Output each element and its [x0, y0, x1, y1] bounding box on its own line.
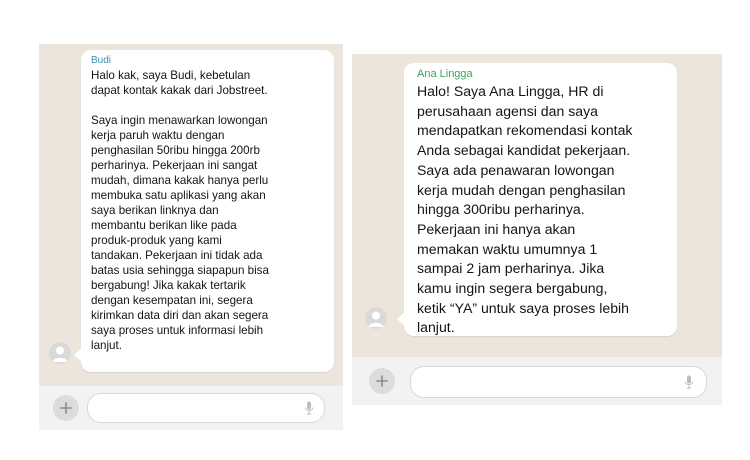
sender-name: Ana Lingga [417, 68, 473, 80]
attach-button[interactable] [369, 368, 395, 394]
message-input[interactable] [87, 393, 325, 423]
avatar-icon[interactable] [49, 342, 71, 364]
message-text: Halo! Saya Ana Lingga, HR di perusahaan agensi dan saya mendapatkan rekomendasi kontak Anda sebagai kandidat pekerjaan. Saya ada penawaran lowongan kerja mudah dengan penghasilan hingga 300ribu perharinya. Pekerjaan ini hanya akan memakan waktu umumnya 1 sampai 2 jam perharinya. Jika kamu ingin segera bergabung, ketik “YA” untuk saya proses lebih lanjut. [417, 83, 633, 336]
message-bubble [81, 50, 334, 372]
message-composer [352, 357, 722, 405]
chat-panel-ana-lingga [352, 54, 722, 405]
microphone-icon[interactable] [304, 401, 314, 415]
microphone-icon[interactable] [684, 375, 694, 389]
message-bubble [404, 63, 677, 336]
sender-name: Budi [91, 55, 112, 66]
plus-icon [376, 375, 388, 387]
message-input[interactable] [410, 366, 707, 398]
message-composer [39, 386, 343, 430]
plus-icon [60, 402, 72, 414]
avatar-icon[interactable] [365, 307, 387, 329]
chat-panel-budi [39, 44, 343, 430]
attach-button[interactable] [53, 395, 79, 421]
message-text: Halo kak, saya Budi, kebetulan dapat kontak kakak dari Jobstreet. Saya ingin menawarkan lowongan kerja paruh waktu dengan penghasilan 50ribu hingga 200rb perharinya. Pekerjaan ini sangat mudah, dimana kakak hanya perlu membuka satu aplikasi yang akan saya berikan linknya dan membantu berikan like pada produk-produk yang kami tandakan. Pekerjaan ini tidak ada batas usia sehingga siapapun bisa bergabung! Jika kakak tertarik dengan kesempatan ini, segera kirimkan data diri dan akan segera saya proses untuk informasi lebih lanjut. [91, 69, 269, 352]
